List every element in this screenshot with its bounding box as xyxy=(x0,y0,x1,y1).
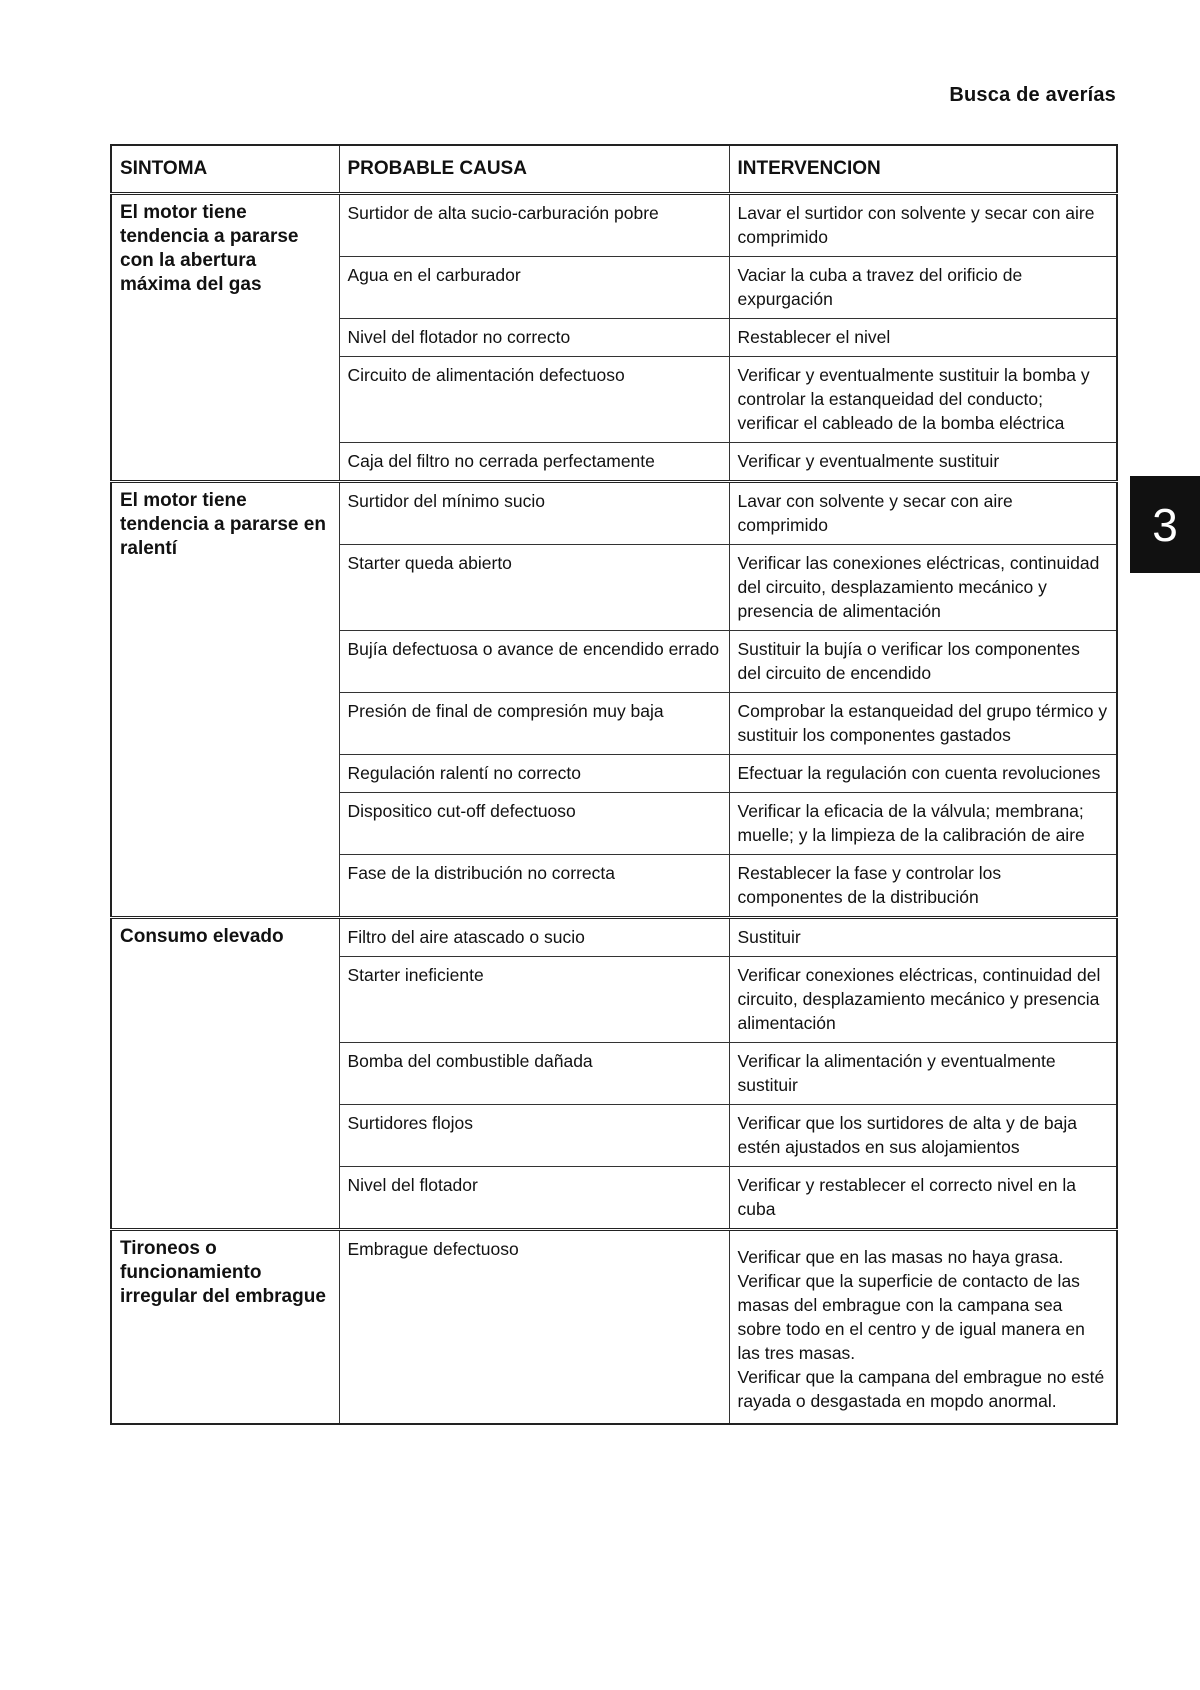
table-row xyxy=(111,918,1117,957)
cause-cell: Surtidor de alta sucio-carburación pobre xyxy=(339,194,729,257)
cause-cell: Surtidor del mínimo sucio xyxy=(339,482,729,545)
column-header-cause: PROBABLE CAUSA xyxy=(339,145,729,194)
cause-cell: Nivel del flotador xyxy=(339,1167,729,1230)
action-cell: Efectuar la regulación con cuenta revoluciones xyxy=(729,755,1117,793)
cause-cell: Circuito de alimentación defectuoso xyxy=(339,357,729,443)
symptom-cell: Consumo elevado xyxy=(111,918,339,1230)
cause-cell: Presión de final de compresión muy baja xyxy=(339,693,729,755)
troubleshooting-table xyxy=(110,144,1118,1425)
action-cell: Verificar y eventualmente sustituir xyxy=(729,443,1117,482)
table-header-row xyxy=(111,145,1117,194)
cause-cell: Surtidores flojos xyxy=(339,1105,729,1167)
action-cell: Restablecer el nivel xyxy=(729,319,1117,357)
symptom-group xyxy=(111,482,1117,918)
action-cell: Restablecer la fase y controlar los componentes de la distribución xyxy=(729,855,1117,918)
action-cell: Verificar la eficacia de la válvula; membrana; muelle; y la limpieza de la calibración de aire xyxy=(729,793,1117,855)
action-cell: Lavar el surtidor con solvente y secar con aire comprimido xyxy=(729,194,1117,257)
table-row xyxy=(111,482,1117,545)
cause-cell: Bomba del combustible dañada xyxy=(339,1043,729,1105)
action-cell: Verificar y eventualmente sustituir la bomba y controlar la estanqueidad del conducto; verificar el cableado de la bomba eléctrica xyxy=(729,357,1117,443)
symptom-cell: Tironeos o funcionamiento irregular del embrague xyxy=(111,1230,339,1425)
cause-cell: Agua en el carburador xyxy=(339,257,729,319)
action-line: Verificar que la campana del embrague no esté rayada o desgastada en mopdo anormal. xyxy=(737,1367,1105,1411)
symptom-group xyxy=(111,194,1117,482)
action-cell: Verificar la alimentación y eventualmente sustituir xyxy=(729,1043,1117,1105)
symptom-group xyxy=(111,1230,1117,1425)
action-cell: Verificar y restablecer el correcto nivel en la cuba xyxy=(729,1167,1117,1230)
action-cell: Verificar que los surtidores de alta y de baja estén ajustados en sus alojamientos xyxy=(729,1105,1117,1167)
chapter-tab: 3 xyxy=(1130,476,1200,573)
column-header-symptom: SINTOMA xyxy=(111,145,339,194)
table-row xyxy=(111,194,1117,257)
action-cell: Comprobar la estanqueidad del grupo térmico y sustituir los componentes gastados xyxy=(729,693,1117,755)
action-cell: Sustituir la bujía o verificar los componentes del circuito de encendido xyxy=(729,631,1117,693)
page-section-title: Busca de averías xyxy=(949,84,1116,106)
cause-cell: Bujía defectuosa o avance de encendido errado xyxy=(339,631,729,693)
table-row xyxy=(111,1230,1117,1425)
cause-cell: Dispositico cut-off defectuoso xyxy=(339,793,729,855)
action-cell: Sustituir xyxy=(729,918,1117,957)
cause-cell: Regulación ralentí no correcto xyxy=(339,755,729,793)
cause-cell: Caja del filtro no cerrada perfectamente xyxy=(339,443,729,482)
action-cell: Verificar las conexiones eléctricas, continuidad del circuito, desplazamiento mecánico y presencia de alimentación xyxy=(729,545,1117,631)
action-cell: Lavar con solvente y secar con aire comprimido xyxy=(729,482,1117,545)
symptom-group xyxy=(111,918,1117,1230)
column-header-action: INTERVENCION xyxy=(729,145,1117,194)
action-cell: Verificar conexiones eléctricas, continuidad del circuito, desplazamiento mecánico y presencia alimentación xyxy=(729,957,1117,1043)
action-cell: Vaciar la cuba a travez del orificio de expurgación xyxy=(729,257,1117,319)
action-cell xyxy=(729,1230,1117,1425)
action-line: Verificar que la superficie de contacto de las masas del embrague con la campana sea sobre todo en el centro y de igual manera en las tres masas. xyxy=(737,1271,1085,1363)
cause-cell: Starter queda abierto xyxy=(339,545,729,631)
cause-cell: Fase de la distribución no correcta xyxy=(339,855,729,918)
symptom-cell: El motor tiene tendencia a pararse en ralentí xyxy=(111,482,339,918)
cause-cell: Nivel del flotador no correcto xyxy=(339,319,729,357)
cause-cell: Filtro del aire atascado o sucio xyxy=(339,918,729,957)
symptom-cell: El motor tiene tendencia a pararse con la abertura máxima del gas xyxy=(111,194,339,482)
cause-cell: Embrague defectuoso xyxy=(339,1230,729,1425)
action-line: Verificar que en las masas no haya grasa. xyxy=(737,1247,1064,1267)
cause-cell: Starter ineficiente xyxy=(339,957,729,1043)
